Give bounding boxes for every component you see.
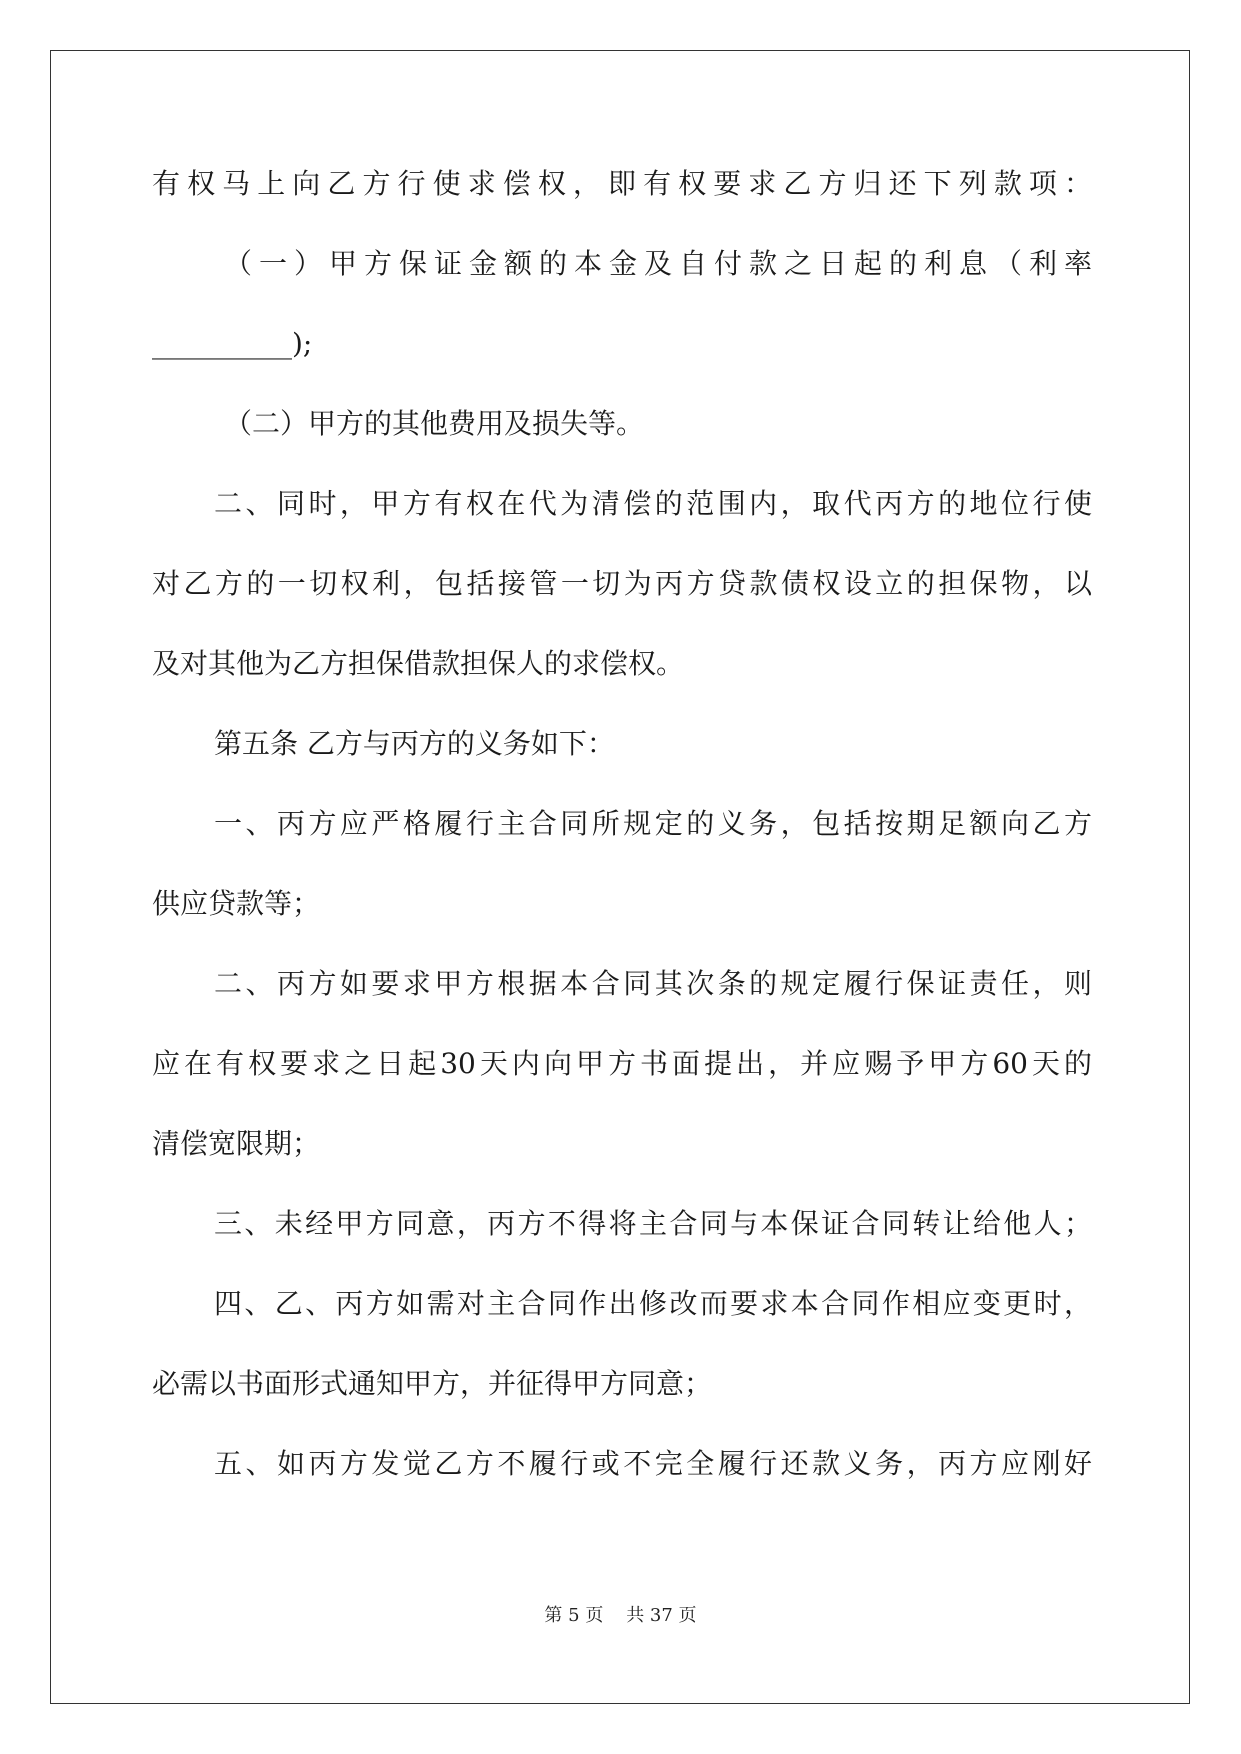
body-line: 应在有权要求之日起30天内向甲方书面提出，并应赐予甲方60天的 [152, 1047, 1092, 1080]
body-line: 有权马上向乙方行使求偿权，即有权要求乙方归还下列款项： [152, 167, 1092, 200]
body-line: __________); [152, 327, 313, 360]
body-line: 二、同时，甲方有权在代为清偿的范围内，取代丙方的地位行使 [214, 487, 1092, 520]
body-line: 三、未经甲方同意，丙方不得将主合同与本保证合同转让给他人； [214, 1207, 1092, 1240]
body-line: 对乙方的一切权利，包括接管一切为丙方贷款债权设立的担保物，以 [152, 567, 1092, 600]
article-heading: 第五条 乙方与丙方的义务如下： [214, 727, 615, 760]
body-line: 清偿宽限期； [152, 1127, 321, 1160]
body-line: 二、丙方如要求甲方根据本合同其次条的规定履行保证责任，则 [214, 967, 1092, 1000]
body-line: 四、乙、丙方如需对主合同作出修改而要求本合同作相应变更时， [214, 1287, 1092, 1320]
body-line: 供应贷款等； [152, 887, 321, 920]
body-line: 一、丙方应严格履行主合同所规定的义务，包括按期足额向乙方 [214, 807, 1092, 840]
page-footer: 第 5 页 共 37 页 [544, 1605, 697, 1626]
body-line: 必需以书面形式通知甲方，并征得甲方同意； [152, 1367, 713, 1400]
body-line: （二）甲方的其他费用及损失等。 [224, 407, 645, 440]
body-line: （一）甲方保证金额的本金及自付款之日起的利息（利率 [224, 247, 1092, 280]
body-line: 五、如丙方发觉乙方不履行或不完全履行还款义务，丙方应刚好 [214, 1447, 1092, 1480]
body-line: 及对其他为乙方担保借款担保人的求偿权。 [152, 647, 685, 680]
